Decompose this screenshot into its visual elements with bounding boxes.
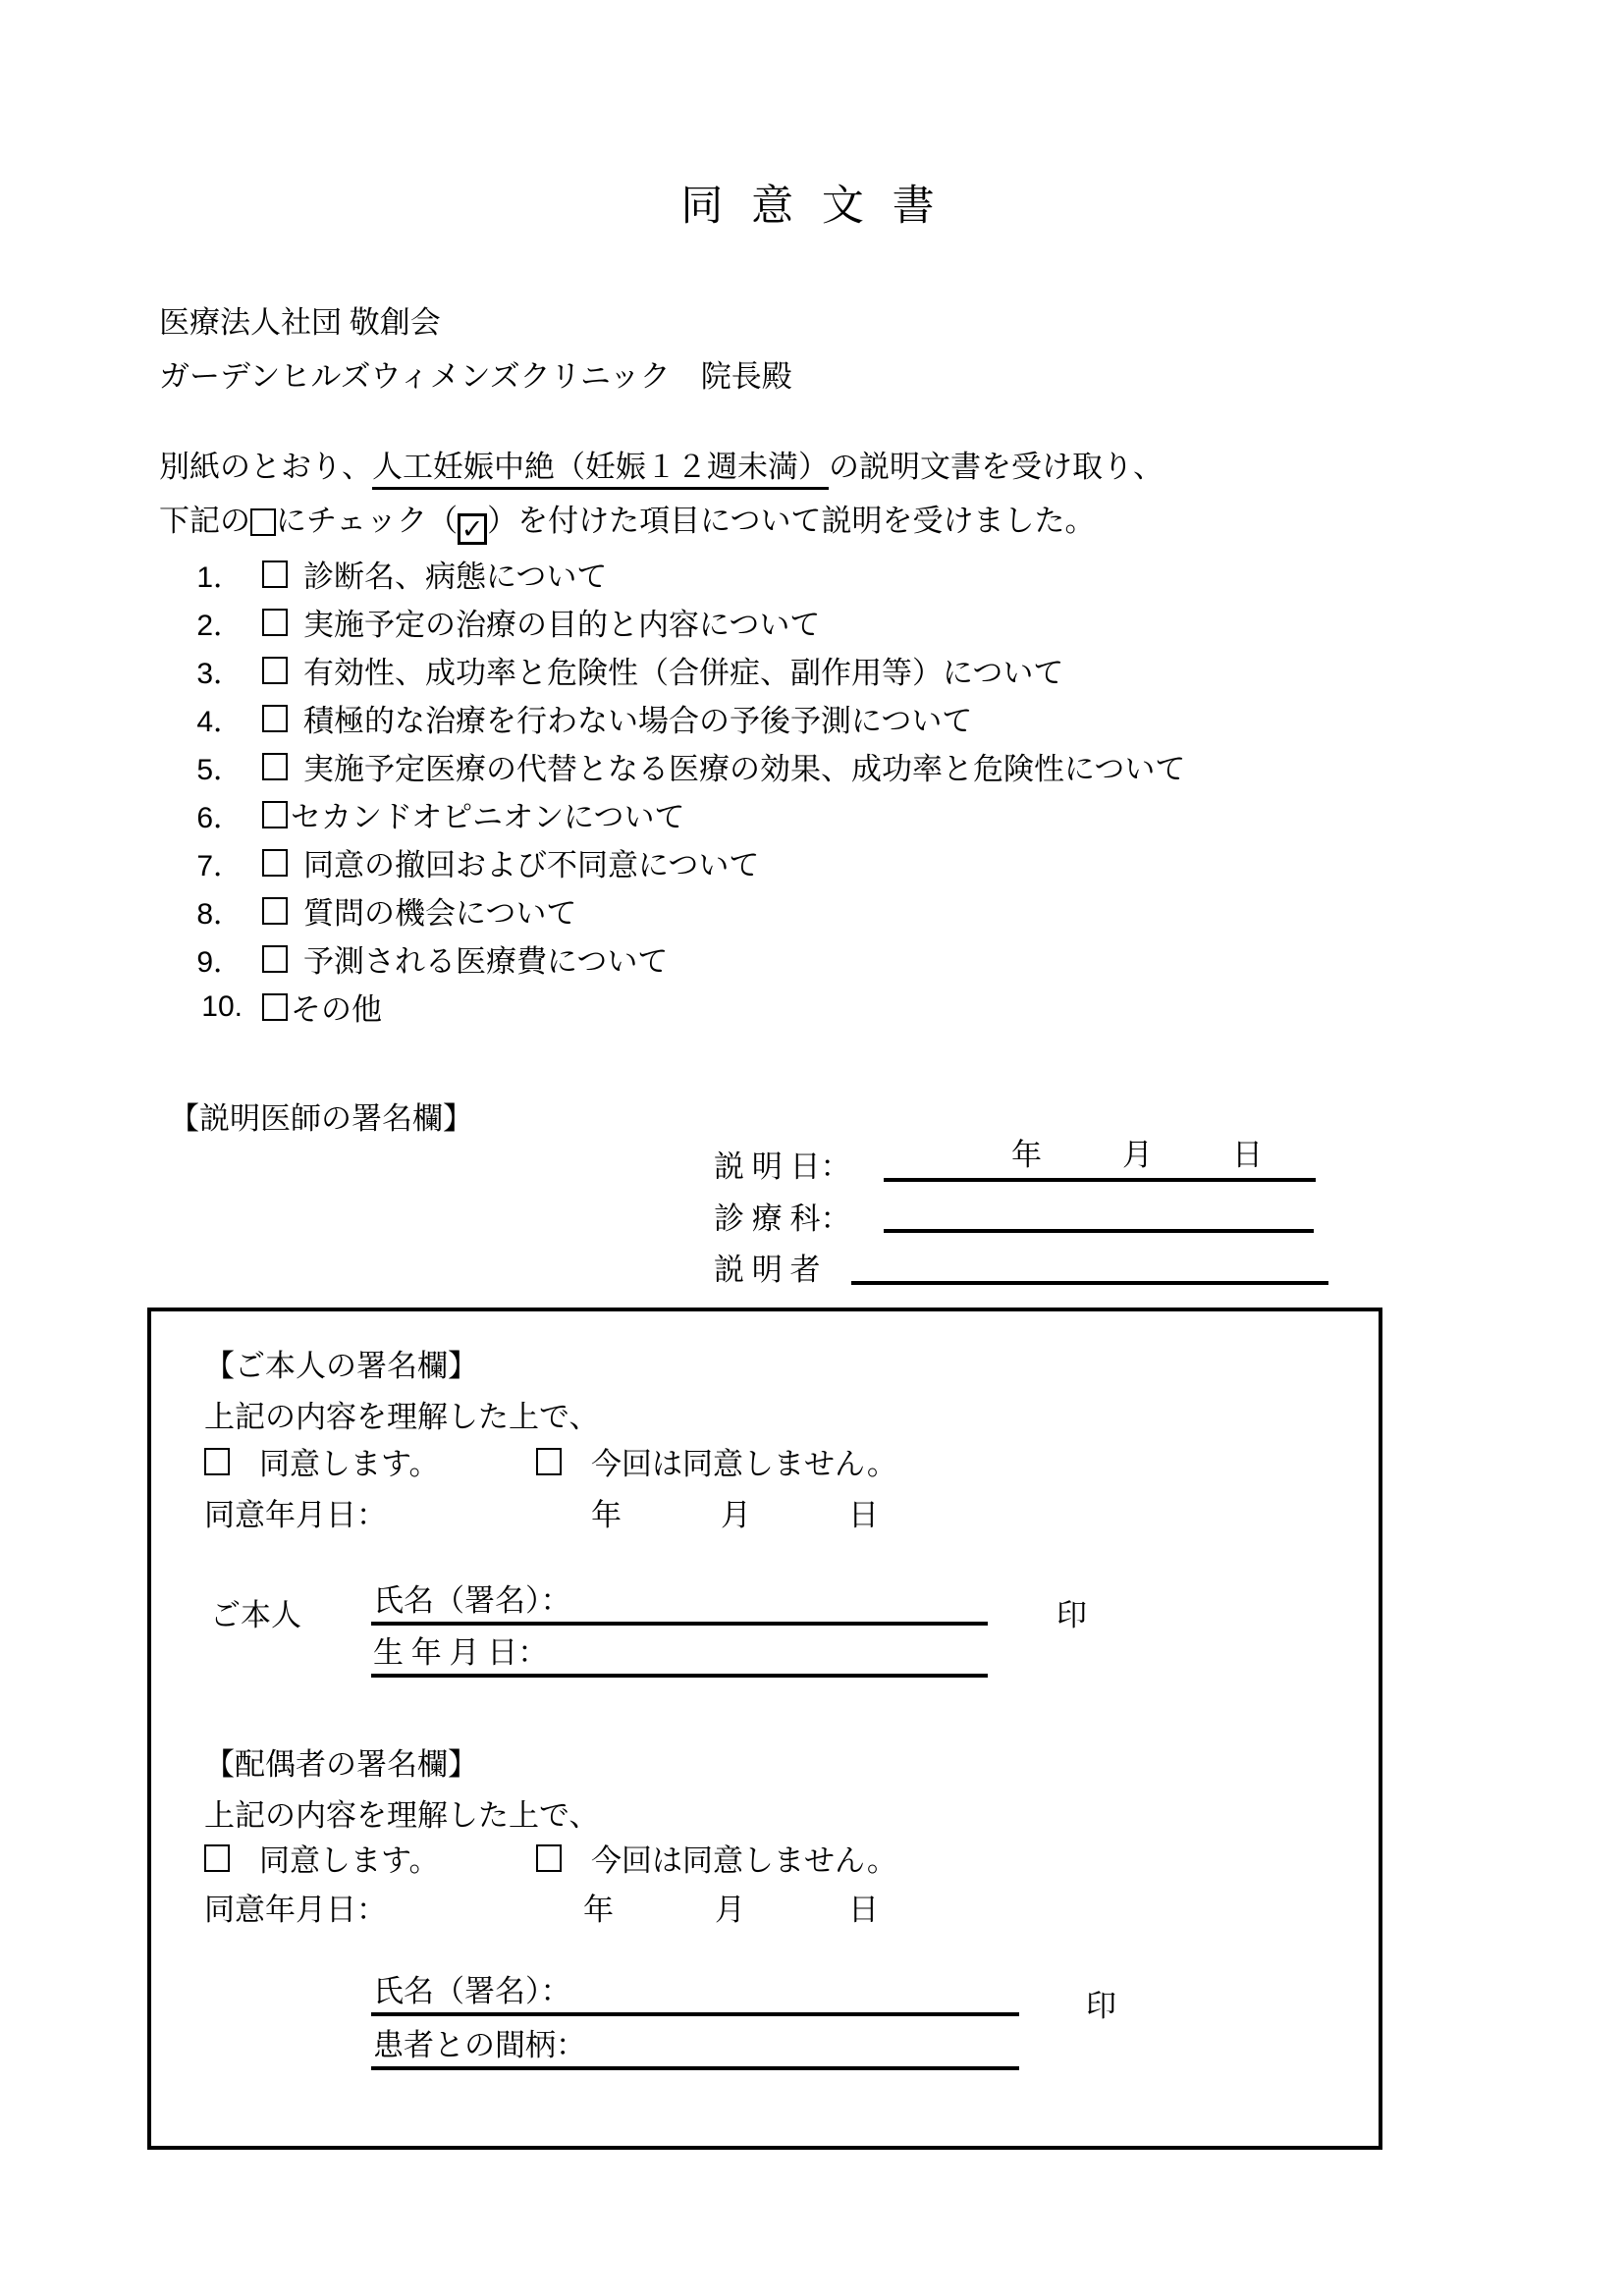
intro-line-2-mid: にチェック（ — [276, 504, 459, 538]
patient-statement: 上記の内容を理解した上で、 — [204, 1400, 600, 1434]
explanation-date-field[interactable] — [884, 1139, 1316, 1182]
clinic-addressee-line: ガーデンヒルズウィメンズクリニック 院長殿 — [159, 359, 792, 394]
day-label: 日 — [848, 1893, 879, 1927]
intro-line-1-prefix: 別紙のとおり、 — [159, 450, 372, 484]
item-label: 同意の撤回および不同意について — [303, 848, 760, 882]
month-label: 月 — [1122, 1138, 1153, 1172]
spouse-disagree-option — [536, 1836, 897, 1880]
checklist-item-4 — [152, 694, 1185, 742]
spouse-agree-option — [204, 1836, 440, 1880]
item-number: 9． — [196, 945, 243, 979]
month-label: 月 — [721, 1498, 751, 1532]
item-label: 有効性、成功率と危険性（合併症、副作用等）について — [303, 656, 1064, 690]
checklist-item-8 — [152, 886, 1185, 934]
department-field[interactable] — [884, 1190, 1314, 1233]
item-number: 5． — [196, 753, 243, 786]
page-title: 同 意 文 書 — [680, 184, 944, 230]
item-8-checkbox[interactable] — [262, 897, 288, 925]
checklist-item-2 — [152, 598, 1185, 646]
item-2-checkbox[interactable] — [262, 609, 288, 636]
patient-consent-date-label: 同意年月日： — [204, 1498, 387, 1532]
checklist-item-3 — [152, 646, 1185, 694]
organization-line: 医療法人社団 敬創会 — [159, 305, 441, 340]
item-label: 実施予定の治療の目的と内容について — [303, 608, 821, 642]
item-3-checkbox[interactable] — [262, 657, 288, 684]
intro-line-2 — [159, 496, 1095, 545]
patient-disagree-checkbox[interactable] — [536, 1448, 562, 1475]
intro-line-2-suffix: ）を付けた項目について説明を受けました。 — [487, 504, 1096, 538]
item-9-checkbox[interactable] — [262, 945, 288, 973]
spouse-section-heading: 【配偶者の署名欄】 — [204, 1747, 478, 1782]
item-label: 実施予定医療の代替となる医療の効果、成功率と危険性について — [303, 752, 1186, 786]
spouse-agree-label: 同意します。 — [259, 1843, 440, 1878]
item-1-checkbox[interactable] — [262, 561, 288, 588]
item-label: セカンドオピニオンについて — [291, 800, 685, 834]
spouse-disagree-label: 今回は同意しません。 — [591, 1843, 897, 1878]
patient-section-heading: 【ご本人の署名欄】 — [204, 1349, 478, 1383]
procedure-underlined-text: 人工妊娠中絶（妊娠１２週未満） — [372, 450, 829, 490]
item-label: 予測される医療費について — [303, 944, 669, 979]
patient-disagree-option — [536, 1439, 897, 1483]
spouse-disagree-checkbox[interactable] — [536, 1844, 562, 1872]
checkmark-icon: ✓ — [460, 514, 484, 545]
sample-checkbox-empty-icon — [250, 508, 276, 536]
item-number: 1． — [196, 561, 243, 594]
checklist-item-7 — [152, 838, 1185, 886]
item-label: 診断名、病態について — [303, 560, 608, 594]
patient-seal-label: 印 — [1056, 1598, 1087, 1632]
patient-name-signature-field[interactable] — [371, 1584, 988, 1626]
day-label: 日 — [848, 1498, 879, 1532]
checklist-item-6 — [152, 790, 1185, 838]
spouse-relationship-field[interactable] — [371, 2029, 1019, 2070]
year-label: 年 — [1011, 1138, 1042, 1172]
patient-agree-option — [204, 1439, 440, 1483]
explainer-label: 説 明 者 — [714, 1253, 821, 1287]
item-6-checkbox[interactable] — [262, 801, 288, 828]
year-label: 年 — [583, 1893, 614, 1927]
doctor-section-heading: 【説明医師の署名欄】 — [169, 1101, 473, 1136]
explanation-checklist — [152, 550, 1185, 1031]
item-10-checkbox[interactable] — [262, 993, 288, 1021]
item-number: 6． — [196, 801, 243, 834]
spouse-consent-date-label: 同意年月日： — [204, 1893, 387, 1927]
department-label: 診 療 科： — [714, 1201, 851, 1236]
checklist-item-1 — [152, 550, 1185, 598]
item-4-checkbox[interactable] — [262, 705, 288, 732]
item-number: 8． — [196, 897, 243, 931]
item-number: 4． — [196, 705, 243, 738]
spouse-seal-label: 印 — [1086, 1989, 1116, 2023]
checklist-item-9 — [152, 934, 1185, 983]
sample-checkbox-checked-icon — [458, 513, 487, 545]
patient-disagree-label: 今回は同意しません。 — [591, 1447, 897, 1481]
checklist-item-5 — [152, 742, 1185, 790]
item-number: 2． — [196, 609, 243, 642]
intro-line-2-prefix: 下記の — [159, 504, 250, 538]
patient-agree-checkbox[interactable] — [204, 1448, 230, 1475]
item-number: 10. — [201, 989, 243, 1023]
patient-name-label: 氏名（署名）： — [373, 1583, 571, 1618]
item-label: その他 — [291, 992, 382, 1027]
explainer-field[interactable] — [851, 1240, 1328, 1285]
spouse-agree-checkbox[interactable] — [204, 1844, 230, 1872]
item-label: 質問の機会について — [303, 896, 577, 931]
item-label: 積極的な治療を行わない場合の予後予測について — [303, 704, 973, 738]
intro-line-1-suffix: の説明文書を受け取り、 — [829, 450, 1164, 484]
patient-birthdate-field[interactable] — [371, 1636, 988, 1678]
signature-box — [147, 1308, 1382, 2150]
spouse-name-signature-field[interactable] — [371, 1975, 1019, 2016]
day-label: 日 — [1232, 1138, 1263, 1172]
patient-birthdate-label: 生 年 月 日： — [373, 1635, 549, 1670]
year-label: 年 — [591, 1498, 622, 1532]
item-5-checkbox[interactable] — [262, 753, 288, 780]
item-number: 3． — [196, 657, 243, 690]
spouse-relationship-label: 患者との間柄： — [373, 2028, 586, 2062]
spouse-name-label: 氏名（署名）： — [373, 1974, 571, 2008]
spouse-statement: 上記の内容を理解した上で、 — [204, 1798, 600, 1833]
item-7-checkbox[interactable] — [262, 849, 288, 877]
checklist-item-10 — [152, 983, 1185, 1031]
patient-agree-label: 同意します。 — [259, 1447, 440, 1481]
month-label: 月 — [715, 1893, 745, 1927]
patient-person-label: ご本人 — [210, 1598, 301, 1632]
item-number: 7． — [196, 849, 243, 882]
intro-line-1 — [159, 442, 1164, 486]
explanation-date-label: 説 明 日： — [714, 1149, 851, 1184]
